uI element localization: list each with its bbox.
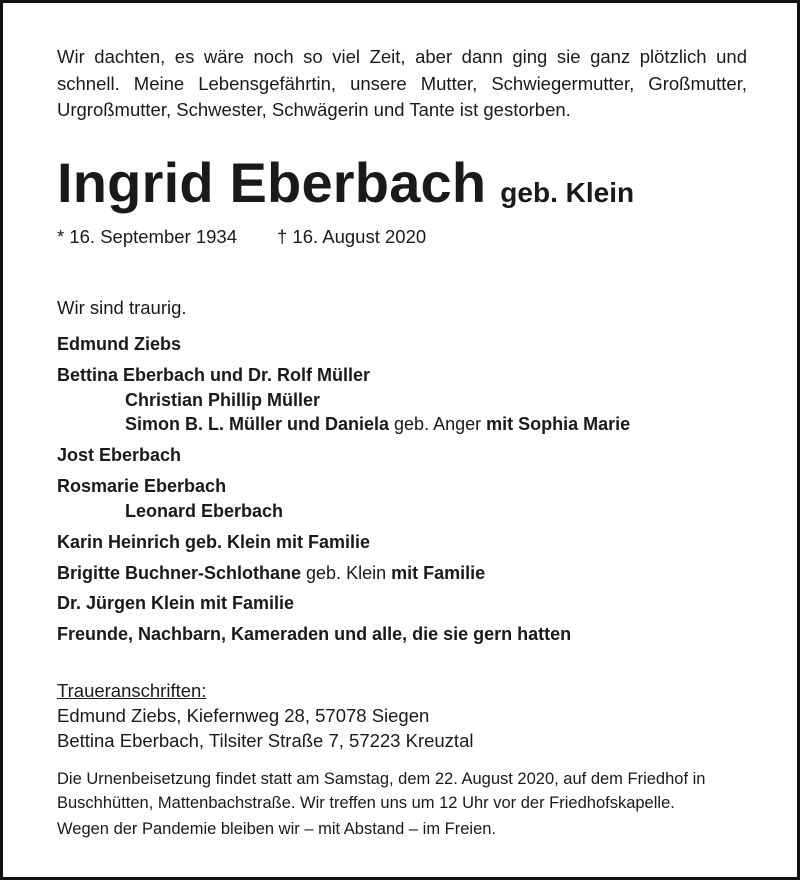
intro-text: Wir dachten, es wäre noch so viel Zeit, aber dann ging sie ganz plötzlich und schnell. Meine Lebensgefährtin, unsere Mutter, Schwiegermutter, Großmutter, Urgroßmutter, Schwester, Schwägerin und Tante ist gestorben. [57,46,747,120]
deceased-name: Ingrid Eberbach [57,151,487,214]
burial-notice: Die Urnenbeisetzung findet statt am Samstag, dem 22. August 2020, auf dem Friedhof in Buschhütten, Mattenbachstraße. Wir treffen uns um 12 Uhr vor der Friedhofskapelle. [57,770,706,812]
pandemic-notice: Wegen der Pandemie bleiben wir – mit Abstand – im Freien. [57,820,497,838]
mourner-row: Edmund Ziebs [57,334,182,354]
mourner-row: Rosmarie Eberbach [57,476,227,496]
mourner-name: Brigitte Buchner-Schlothane [57,563,302,583]
mourner-maiden: geb. Anger [389,414,487,434]
death-date: † 16. August 2020 [277,226,427,247]
mourner-row: Freunde, Nachbarn, Kameraden und alle, die sie gern hatten [57,624,572,644]
address-line: Edmund Ziebs, Kiefernweg 28, 57078 Siegen [57,705,430,726]
address-line: Bettina Eberbach, Tilsiter Straße 7, 57223 Kreuztal [57,730,474,751]
mourner-family: mit Familie [391,563,486,583]
maiden-name: geb. Klein [500,177,635,208]
mourner-row [57,414,630,435]
mourner-row: Karin Heinrich geb. Klein mit Familie [57,532,371,552]
mourner-maiden: geb. Klein [301,563,392,583]
mourner-row: Dr. Jürgen Klein mit Familie [57,593,295,613]
deceased-name-line [57,150,634,215]
mourner-row: Christian Phillip Müller [125,390,321,410]
mourner-name: Simon B. L. Müller und Daniela [125,414,390,434]
mourner-row: Jost Eberbach [57,445,182,465]
mourner-row [57,563,485,584]
mourner-row: Leonard Eberbach [125,501,284,521]
mourners-heading: Wir sind traurig. [57,297,187,318]
birth-date: * 16. September 1934 [57,226,237,247]
addresses-title: Traueranschriften: [57,680,207,701]
life-dates [57,226,426,248]
mourner-row: Bettina Eberbach und Dr. Rolf Müller [57,365,371,385]
mourner-child: mit Sophia Marie [486,414,631,434]
